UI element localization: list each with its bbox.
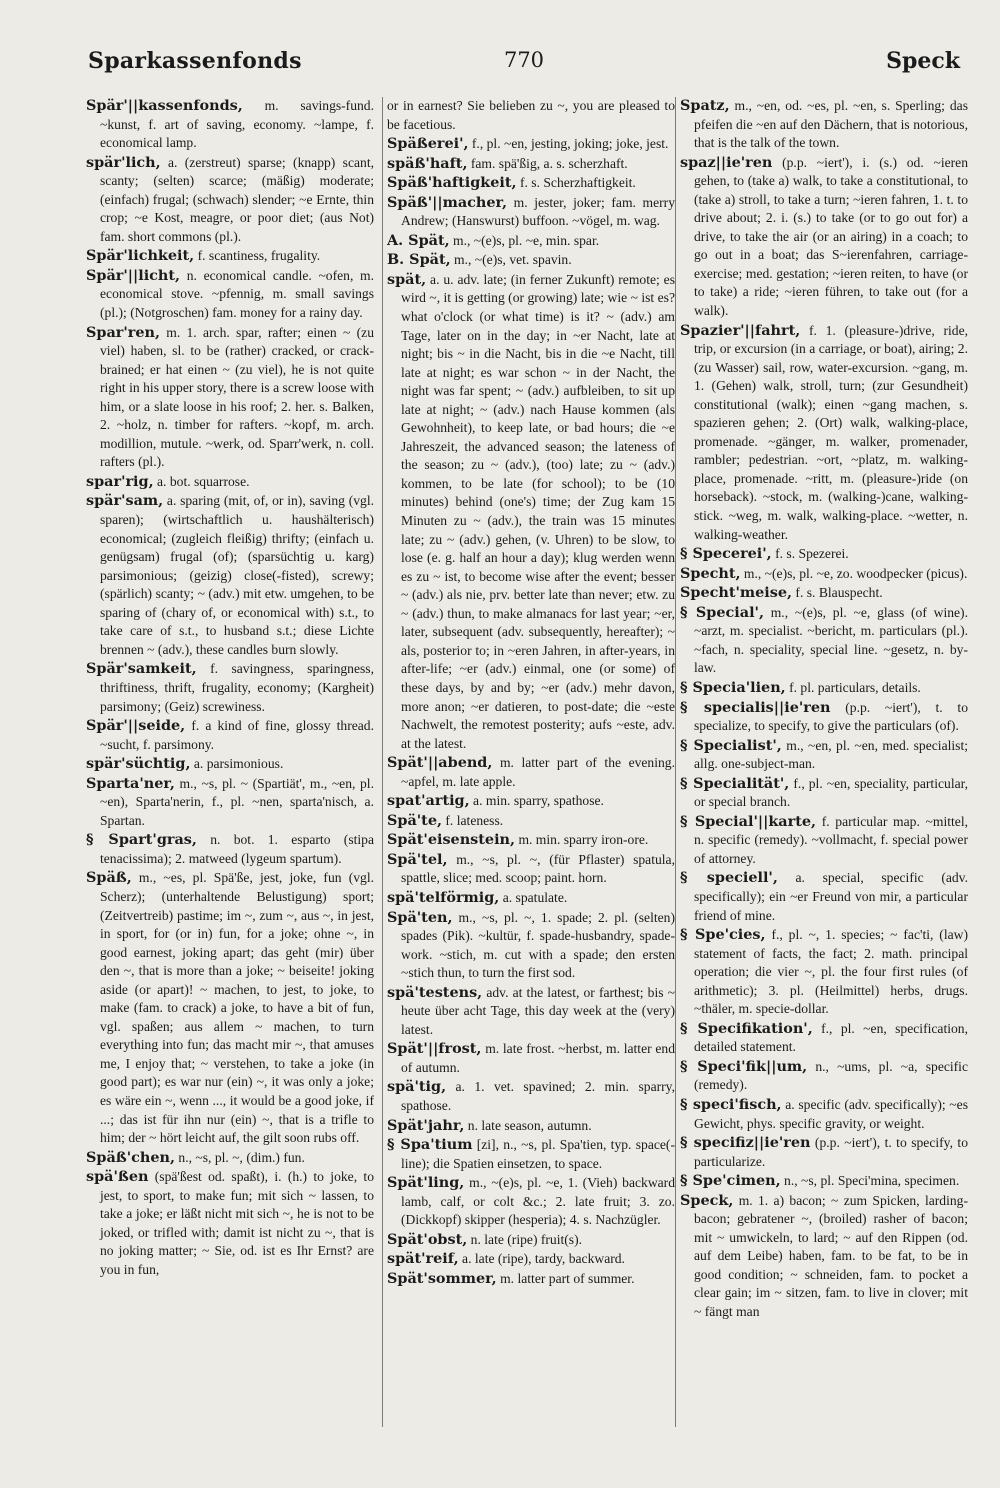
entry-definition: f., pl. ~en, specification, detailed statement.: [694, 1020, 968, 1055]
dictionary-entry: [387, 232, 675, 251]
dictionary-entry: [387, 831, 675, 850]
column-2: [387, 97, 675, 1437]
dictionary-entry: [387, 792, 675, 811]
entry-definition: f., pl. ~, 1. species; ~ fac'ti, (law) statement of facts, the fact; 2. math. principal operation; die vier ~, pl. the four first rules (of arithmetic); 3. pl. (Heilmittel) herbs, drugs. ~thäler, m. specie-dollar.: [694, 927, 968, 1017]
entry-definition: m., ~(e)s, vet. spavin.: [454, 252, 572, 268]
entry-headword: § Spart'gras,: [86, 831, 197, 849]
dictionary-entry: [86, 492, 374, 659]
dictionary-entry: [680, 1134, 968, 1171]
entry-headword: Spät'||frost,: [387, 1040, 482, 1058]
entry-definition: m., ~s, pl. ~ (Spartiät', m., ~en, pl. ~en), Sparta'nerin, f., pl. ~nen, sparta'nisch, a. Spartan.: [100, 775, 374, 828]
dictionary-entry: [680, 322, 968, 545]
entry-headword: spät'reif,: [387, 1250, 459, 1268]
entry-headword: A. Spät,: [387, 231, 450, 249]
entry-definition: m., ~(e)s, pl. ~e, zo. woodpecker (picus).: [743, 565, 968, 581]
entry-headword: spä'testens,: [387, 983, 483, 1001]
dictionary-entry: [680, 926, 968, 1019]
entry-definition: a. parsimonious.: [193, 756, 284, 772]
entry-headword: B. Spät,: [387, 251, 451, 269]
entry-headword: Sparta'ner,: [86, 774, 175, 792]
entry-definition: a. late (ripe), tardy, backward.: [462, 1251, 625, 1267]
dictionary-entry: [387, 851, 675, 888]
entry-definition: f. s. Spezerei.: [775, 546, 849, 562]
entry-definition: m., ~en, od. ~es, pl. ~en, s. Sperling; das pfeifen die ~en auf den Dächern, that is notorious, that is the talk of the town.: [694, 98, 968, 151]
entry-headword: spä'ßen: [86, 1168, 149, 1186]
dictionary-entry: [86, 1149, 374, 1168]
entry-headword: § Spe'cies,: [680, 926, 766, 944]
dictionary-entry: [387, 1250, 675, 1269]
dictionary-entry: [680, 584, 968, 603]
entry-definition: m. jester, joker; fam. merry Andrew; (Hanswurst) buffoon. ~vögel, m. wag.: [401, 194, 675, 229]
entry-definition: m., ~(e)s, pl. ~e, glass (of wine). ~arzt, m. specialist. ~bericht, m. particulars (pl.). ~fach, n. speciality, special line. ~gesetz, n. by-law.: [694, 604, 968, 676]
dictionary-entry: [387, 97, 675, 134]
entry-headword: § Specifikation',: [680, 1019, 813, 1037]
dictionary-entry: [680, 1096, 968, 1133]
dictionary-entry: [86, 473, 374, 492]
entry-headword: Spä'tel,: [387, 850, 448, 868]
entry-definition: m. late frost. ~herbst, m. latter end of autumn.: [401, 1041, 675, 1075]
entry-definition: m., ~(e)s, pl. ~e, 1. (Vieh) backward lamb, calf, or colt &c.; 2. late fruit; 3. zo. (Dickkopf) skipper (hesperia); 4. s. Nachzügler.: [401, 1175, 675, 1228]
entry-headword: Spät'jahr,: [387, 1116, 465, 1134]
entry-headword: § speciell',: [680, 869, 778, 887]
entry-definition: fam. spä'ßig, a. s. scherzhaft.: [470, 155, 628, 171]
dictionary-entry: [86, 247, 374, 266]
entry-headword: § Spa'tium: [387, 1136, 473, 1154]
dictionary-entry: [680, 813, 968, 869]
entry-definition: f. scantiness, frugality.: [197, 248, 321, 264]
entry-headword: späß'haft,: [387, 154, 468, 172]
entry-definition: [zi], n., ~s, pl. Spa'tien, typ. space(-line); die Spatien einsetzen, to space.: [401, 1137, 675, 1171]
entry-definition: a. specific (adv. specifically); ~es Gewicht, phys. specific gravity, or weight.: [694, 1096, 968, 1131]
page-number: 770: [503, 48, 545, 72]
entry-headword: Spar'ren,: [86, 323, 160, 341]
dictionary-entry: [86, 660, 374, 716]
entry-definition: f. lateness.: [445, 812, 504, 828]
dictionary-entry: [387, 271, 675, 753]
dictionary-entry: [387, 984, 675, 1040]
dictionary-entry: [86, 97, 374, 153]
dictionary-entry: [86, 831, 374, 868]
dictionary-entry: [387, 135, 675, 154]
dictionary-entry: [86, 755, 374, 774]
dictionary-entry: [86, 267, 374, 323]
entry-headword: Specht,: [680, 564, 741, 582]
entry-headword: § specifiz||ie'ren: [680, 1134, 811, 1152]
dictionary-entry: [86, 1168, 374, 1279]
entry-definition: a. min. sparry, spathose.: [473, 793, 604, 809]
entry-headword: Spär'||kassenfonds,: [86, 97, 243, 114]
dictionary-entry: [680, 1172, 968, 1191]
entry-definition: (p.p. ~iert'), t. to specialize, to specify, to give the particulars (of).: [694, 699, 968, 734]
entry-definition: n. economical candle. ~ofen, m. economical stove. ~pfennig, m. small savings (pl.); (Notgroschen) fam. money for a rainy day.: [100, 267, 374, 321]
entry-headword: Spazier'||fahrt,: [680, 321, 801, 339]
dictionary-entry: [387, 1136, 675, 1173]
entry-headword: spaz||ie'ren: [680, 153, 773, 171]
dictionary-entry: [680, 869, 968, 925]
entry-definition: a. special, specific (adv. specifically); ein ~er Freund von mir, a particular friend of mine.: [694, 870, 968, 923]
entry-definition: f. 1. (pleasure-)drive, ride, trip, or excursion (in a carriage, or boat), airing; 2. (zu Wasser) sail, row, water-excursion. ~gang, m. 1. (Gehen) walk, stroll, turn; (zur Gesundheit) constitutional (walk); einen ~gang machen, s. spazieren gehen; 2. (Ort) walk, walking-place, promenade. ~gänger, m. walker, promenader, rambler; pedestrian. ~ort, ~platz, m. walking-place, promenade. ~ritt, m. (pleasure-)ride (on horseback). ~stock, m. (walking-)cane, walking-stick. ~weg, m. walk, walking-place. ~wetter, n. walking-weather.: [694, 322, 968, 542]
entry-headword: Spät'obst,: [387, 1230, 468, 1248]
entry-definition: or in earnest? Sie belieben zu ~, you are pleased to be facetious.: [387, 98, 675, 132]
dictionary-entry: [680, 154, 968, 321]
entry-headword: § Specia'lien,: [680, 678, 786, 696]
entry-definition: n., ~s, pl. ~, (dim.) fun.: [178, 1149, 305, 1165]
dictionary-entry: [680, 737, 968, 774]
column-divider: [382, 97, 383, 1427]
dictionary-entry: [680, 699, 968, 736]
entry-headword: Spät'ling,: [387, 1174, 465, 1192]
dictionary-entry: [680, 1058, 968, 1095]
entry-definition: m. 1. a) bacon; ~ zum Spicken, larding-bacon; gebratener ~, (broiled) rasher of bacon; mit ~ umwickeln, to lard; ~ auf den Rippen (od. auf dem Leibe) haben, fam. to be fat, to be in good condition; ~ schneiden, fam. to pocket a clear gain; im ~ sitzen, fam. to live in clover; mit ~ fängt man: [694, 1192, 968, 1319]
entry-definition: f., pl. ~en, speciality, particular, or special branch.: [694, 775, 968, 810]
entry-definition: n. bot. 1. esparto (stipa tenacissima); 2. matweed (lygeum spartum).: [100, 832, 374, 866]
entry-definition: (spä'ßest od. spaßt), i. (h.) to joke, to jest, to sport, to make fun; mit sich ~ lassen, to take a joke; er läßt nicht mit sich ~, he is not to be joked, or trifled with; damit ist nicht zu ~, that is no joking matter; ~ Sie, od. ist es Ihr Ernst? are you in fun,: [100, 1169, 374, 1277]
entry-definition: n. late (ripe) fruit(s).: [470, 1231, 583, 1247]
entry-definition: f. s. Blauspecht.: [795, 585, 883, 601]
dictionary-entry: [387, 812, 675, 831]
entry-headword: § specialis||ie'ren: [680, 698, 831, 716]
entry-headword: Specht'meise,: [680, 584, 793, 602]
entry-definition: a. 1. vet. spavined; 2. min. sparry, spathose.: [401, 1079, 675, 1113]
dictionary-entry: [387, 1174, 675, 1230]
entry-headword: Späßerei',: [387, 135, 469, 153]
entry-headword: Spät'eisenstein,: [387, 831, 516, 849]
entry-definition: m., ~(e)s, pl. ~e, min. spar.: [453, 232, 600, 248]
entry-headword: spat'artig,: [387, 792, 470, 810]
dictionary-entry: [387, 174, 675, 193]
entry-headword: spär'lich,: [86, 153, 161, 171]
entry-definition: m., ~es, pl. Spä'ße, jest, joke, fun (vgl. Scherz); (unterhaltende Belustigung) sport; (Zeitvertreib) pastime; im ~, zum ~, aus ~, in jest, in sport, for (or in) fun, for a joke; ohne ~, in good earnest, joking apart; das geht (mir) über den ~, that is more than a joke; ~ beiseite! joking aside (or apart)! ~ machen, to jest, to joke, to make (fam. to crack) a joke, to have a bit of fun, vgl. spaßen; aus allem ~ machen, to turn everything into fun; das macht mir ~, that amuses me, I enjoy that; ~ verstehen, to take a joke (in good part); es war nur (ein) ~, it was only a joke; es wäre ein ~, wenn ..., it would be a good joke, if ...; das ist für ihn nur (ein) ~, that is a trifle to him; der ~ hört leicht auf, the gilt soon rubs off.: [100, 870, 374, 1146]
entry-headword: Speck,: [680, 1191, 734, 1209]
entry-definition: f. a kind of fine, glossy thread. ~sucht, f. parsimony.: [100, 718, 374, 752]
entry-headword: Späß'chen,: [86, 1148, 175, 1166]
dictionary-entry: [387, 1040, 675, 1077]
dictionary-entry: [680, 1020, 968, 1057]
dictionary-entry: [86, 154, 374, 247]
entry-definition: n., ~s, pl. Speci'mina, specimen.: [784, 1173, 960, 1189]
dictionary-entry: [387, 194, 675, 231]
entry-headword: spät,: [387, 270, 427, 288]
entry-headword: § Specialist',: [680, 736, 782, 754]
entry-headword: spä'telförmig,: [387, 888, 500, 906]
entry-headword: Spär'samkeit,: [86, 660, 197, 678]
entry-definition: f., pl. ~en, jesting, joking; joke, jest.: [471, 136, 669, 152]
entry-definition: (p.p. ~iert'), t. to specify, to particularize.: [694, 1135, 968, 1169]
entry-definition: m., ~en, pl. ~en, med. specialist; allg. one-subject-man.: [694, 737, 968, 772]
entry-definition: m., ~s, pl. ~, 1. spade; 2. pl. (selten) spades (Pik). ~kultür, f. spade-husbandry, spade-work. ~stich, m. cut with a spade; den ersten ~stich thun, to turn the first sod.: [401, 909, 675, 981]
dictionary-entry: [680, 1192, 968, 1322]
entry-headword: Spär'||seide,: [86, 717, 186, 735]
entry-definition: f. pl. particulars, details.: [789, 679, 921, 695]
dictionary-entry: [387, 754, 675, 791]
column-divider: [675, 97, 676, 1427]
entry-definition: f. particular map. ~mittel, n. specific (remedy). ~vollmacht, f. special power of attorney.: [694, 813, 968, 866]
entry-definition: n. late season, autumn.: [467, 1117, 592, 1133]
dictionary-entry: [387, 1117, 675, 1136]
header-left-catchword: Sparkassenfonds: [88, 48, 302, 74]
dictionary-entry: [387, 909, 675, 983]
dictionary-entry: [680, 97, 968, 153]
entry-definition: (p.p. ~iert'), i. (s.) od. ~ieren gehen, to (take a) walk, to take a constitutional, to (take a) stroll, to take a turn; ~ieren fahren, 1. t. to drive about; 2. i. (s.) to take (or to go out for) a drive, to take the air (or an airing) in a coach; to go out in a boat; das S~ierenfahren, carriage-exercise; med. gestation; ~ieren reiten, to have (or to take) a ride; ~ieren führen, to take out (for a walk).: [694, 154, 968, 319]
entry-headword: spä'tig,: [387, 1078, 447, 1096]
entry-headword: § Speci'fik||um,: [680, 1057, 808, 1075]
entry-definition: f. s. Scherzhaftigkeit.: [519, 175, 636, 191]
entry-headword: Spät'||abend,: [387, 754, 493, 772]
header-right-catchword: Speck: [886, 48, 960, 74]
dictionary-entry: [680, 679, 968, 698]
entry-definition: n., ~ums, pl. ~a, specific (remedy).: [694, 1058, 968, 1093]
entry-headword: § Specialität',: [680, 774, 790, 792]
entry-definition: a. (zerstreut) sparse; (knapp) scant, scanty; (selten) scarce; (mäßig) moderate; (einfach) frugal; (schwach) slender; ~e Ernte, thin crop; ~e Kost, meagre, or poor diet; (aus Not) fam. short commons (pl.).: [100, 154, 374, 244]
entry-definition: m. savings-fund. ~kunst, f. art of saving, economy. ~lampe, f. economical lamp.: [100, 98, 374, 151]
entry-headword: Spä'te,: [387, 811, 442, 829]
entry-headword: Späß'haftigkeit,: [387, 174, 517, 192]
dictionary-entry: [387, 155, 675, 174]
entry-headword: spar'rig,: [86, 472, 154, 490]
dictionary-entry: [680, 545, 968, 564]
entry-headword: Spät'sommer,: [387, 1269, 497, 1287]
entry-definition: a. spatulate.: [502, 889, 568, 905]
entry-headword: spär'süchtig,: [86, 755, 191, 773]
entry-headword: § Spe'cimen,: [680, 1172, 781, 1190]
entry-definition: m. latter part of summer.: [500, 1270, 635, 1286]
entry-definition: a. sparing (mit, of, or in), saving (vgl. sparen); (wirtschaftlich u. haushälterisch) economical; (zugleich fleißig) thrifty; (einfach u. genügsam) frugal (of); (sparsüchtig u. karg) parsimonious; (geizig) close(-fisted), screwy; (spärlich) scanty; ~ (adv.) mit etw. umgehen, to be sparing of (chary of, or economical with) s.t., to take care of s.t., to husband s.t.; diese Lichte brennen ~ (adv.), these candles burn slowly.: [100, 493, 374, 657]
dictionary-entry: [680, 775, 968, 812]
entry-definition: a. u. adv. late; (in ferner Zukunft) remote; es wird ~, it is getting (or growing) late; wie ~ ist es? what o'clock (or what time) is it? ~ (adv.) am Tage, later on in the day; in ~er Nacht, late at night; bis ~ in die Nacht, bis in die ~e Nacht, till late at night; es war schon ~ in der Nacht, the night was far spent; ~ (adv.) aufbleiben, to sit up late at night; ~ (adv.) nach Hause kommen (als Gewohnheit), to keep late, or bad hours; die ~e Jahreszeit, the advanced season; the lateness of the season; zu ~ (adv.), (too) late; zu ~ (adv.) kommen, to be late (for school); to be (10 minutes) behind (one's) time; der Zug kam 15 Minuten zu ~ (adv.), the train was 15 minutes late; zu ~ (adv.) gehen, (v. Uhren) to be slow, to lose (e. g. half an hour a day); klug werden wenn es zu ~ ist, to become wise after the event; besser ~ (adv.) als nie, prv. better late than never; etw. zu ~ (adv.) thun, to make almanacs for last year; ~er, later, subsequent (adv. subsequently, hereafter); ~ als, posterior to; in ~eren Jahren, in after-years, in after-life; ~er (adv.) einmal, one (or some) of these days, by and by; ~er (adv.) mehr davon, more anon; ~er datieren, to post-date; die ~este Nachwelt, the remotest posterity; aufs ~este, adv. at the latest.: [401, 271, 675, 751]
entry-headword: Späß'||macher,: [387, 193, 508, 211]
entry-headword: § Special'||karte,: [680, 812, 817, 830]
entry-headword: spär'sam,: [86, 492, 164, 510]
dictionary-entry: [387, 251, 675, 270]
entry-definition: a. bot. squarrose.: [157, 473, 250, 489]
entry-headword: § Special',: [680, 603, 764, 621]
dictionary-entry: [86, 717, 374, 754]
entry-headword: Spatz,: [680, 97, 730, 114]
dictionary-entry: [86, 775, 374, 831]
entry-definition: adv. at the latest, or farthest; bis ~ heute über acht Tage, this day week at the (very) latest.: [401, 984, 675, 1037]
dictionary-entry: [680, 565, 968, 584]
entry-headword: Spär'lichkeit,: [86, 247, 195, 265]
entry-definition: m. 1. arch. spar, rafter; einen ~ (zu viel) haben, sl. to be (rather) cracked, or crack-brained; er hat einen ~ (zu viel), he is not quite right in his upper story, there is a screw loose with him, or a slate loose in his roof; 2. her. s. Balken, 2. ~holz, n. timber for rafters. ~kopf, m. arch. modillion, mutule. ~werk, od. Sparr'werk, n. coll. rafters (pl.).: [100, 324, 374, 470]
dictionary-entry: [680, 604, 968, 678]
dictionary-entry: [86, 324, 374, 472]
entry-headword: § speci'fisch,: [680, 1095, 782, 1113]
dictionary-entry: [387, 1231, 675, 1250]
dictionary-entry: [86, 869, 374, 1147]
column-3: [680, 97, 968, 1437]
entry-definition: m., ~s, pl. ~, (für Pflaster) spatula, spattle, slice; med. scoop; paint. horn.: [401, 851, 675, 886]
dictionary-entry: [387, 1078, 675, 1115]
entry-headword: Spä'ten,: [387, 908, 453, 926]
entry-headword: § Specerei',: [680, 545, 772, 563]
dictionary-entry: [387, 1270, 675, 1289]
entry-definition: f. savingness, sparingness, thriftiness, thrift, frugality, economy; (Kargheit) parsimony; (Geiz) screwiness.: [100, 661, 374, 714]
column-1: [86, 97, 374, 1437]
dictionary-entry: [387, 889, 675, 908]
running-header: [88, 48, 960, 82]
entry-definition: m. min. sparry iron-ore.: [518, 832, 649, 848]
entry-definition: m. latter part of the evening. ~apfel, m. late apple.: [401, 755, 675, 789]
entry-headword: Spär'||licht,: [86, 266, 181, 284]
entry-headword: Späß,: [86, 869, 132, 887]
